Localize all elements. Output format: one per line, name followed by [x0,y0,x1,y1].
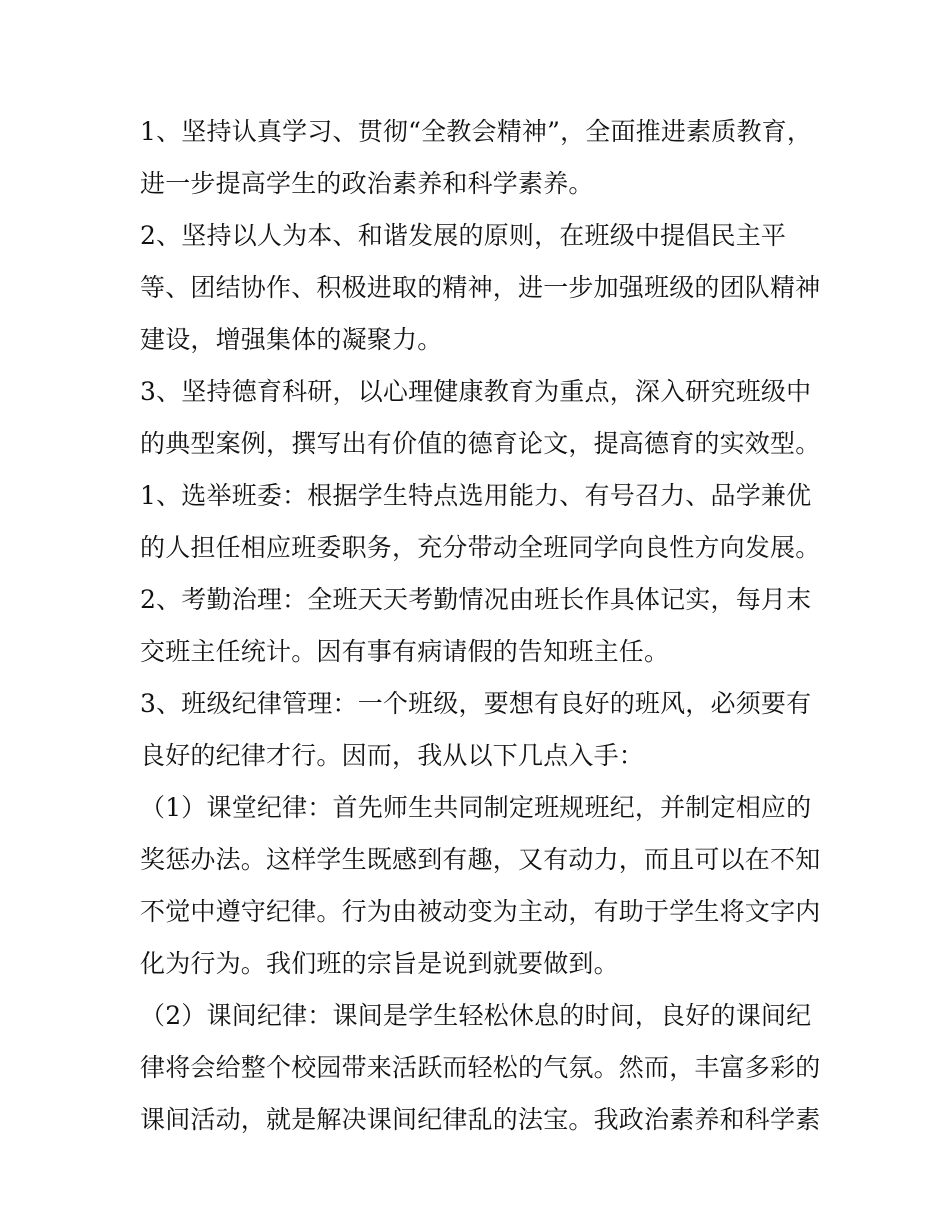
text-line: 化为行为。我们班的宗旨是说到就要做到。 [140,949,619,978]
text-line: 1、坚持认真学习、贯彻“全教会精神”，全面推进素质教育， [140,117,813,146]
text-line: 3、班级纪律管理：一个班级，要想有良好的班风，必须要有 [140,689,812,718]
text-line: 3、坚持德育科研，以心理健康教育为重点，深入研究班级中 [140,377,812,406]
text-line: 建设，增强集体的凝聚力。 [140,325,443,354]
text-line: 不觉中遵守纪律。行为由被动变为主动，有助于学生将文字内 [140,897,821,926]
text-line: 律将会给整个校园带来活跃而轻松的气氛。然而，丰富多彩的 [140,1053,821,1082]
text-line: （1）课堂纪律：首先师生共同制定班规班纪，并制定相应的 [140,793,812,822]
text-line: 奖惩办法。这样学生既感到有趣，又有动力，而且可以在不知 [140,845,821,874]
text-line: 的人担任相应班委职务，充分带动全班同学向良性方向发展。 [140,533,821,562]
text-line: 良好的纪律才行。因而，我从以下几点入手： [140,741,645,770]
document-body [140,106,820,1146]
text-line: 进一步提高学生的政治素养和科学素养。 [140,169,594,198]
text-line: 等、团结协作、积极进取的精神，进一步加强班级的团队精神 [140,273,821,302]
text-line: 1、选举班委：根据学生特点选用能力、有号召力、品学兼优 [140,481,812,510]
text-line: 的典型案例，撰写出有价值的德育论文，提高德育的实效型。 [140,429,821,458]
text-line: （2）课间纪律：课间是学生轻松休息的时间，良好的课间纪 [140,1001,812,1030]
text-line: 2、考勤治理：全班天天考勤情况由班长作具体记实，每月末 [140,585,812,614]
text-line: 2、坚持以人为本、和谐发展的原则，在班级中提倡民主平 [140,221,787,250]
text-line: 课间活动，就是解决课间纪律乱的法宝。我政治素养和科学素 [140,1105,821,1134]
text-line: 交班主任统计。因有事有病请假的告知班主任。 [140,637,670,666]
